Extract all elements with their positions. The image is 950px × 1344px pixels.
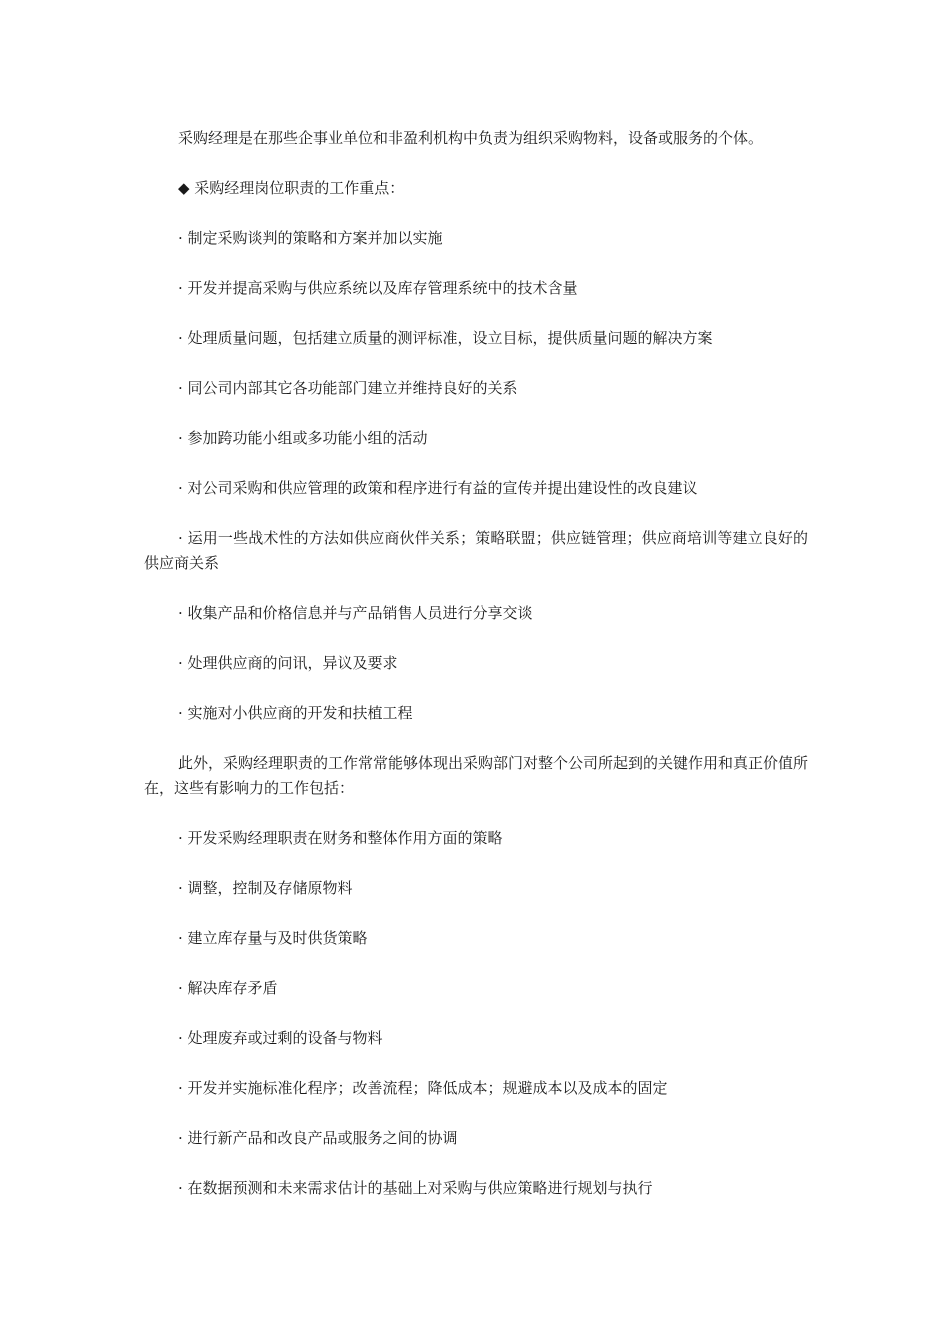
list-item: · 对公司采购和供应管理的政策和程序进行有益的宣传并提出建设性的改良建议 [178,479,698,497]
list-item: · 开发并实施标准化程序；改善流程；降低成本；规避成本以及成本的固定 [178,1079,668,1097]
list-item: · 建立库存量与及时供货策略 [178,929,368,947]
list-item: · 开发并提高采购与供应系统以及库存管理系统中的技术含量 [178,279,578,297]
list-item: · 参加跨功能小组或多功能小组的活动 [178,429,428,447]
list-item: · 处理质量问题，包括建立质量的测评标准，设立目标，提供质量问题的解决方案 [178,329,713,347]
list-item: · 运用一些战术性的方法如供应商伙伴关系；策略联盟；供应链管理；供应商培训等建立良好的供应商关系 [144,529,808,572]
section-heading-duties: ◆ 采购经理岗位职责的工作重点： [178,179,405,197]
list-item: · 调整，控制及存储原物料 [178,879,353,897]
list-item: · 进行新产品和改良产品或服务之间的协调 [178,1129,458,1147]
document-body [144,126,808,1201]
list-item: · 处理供应商的问讯，异议及要求 [178,654,398,672]
list-item: · 收集产品和价格信息并与产品销售人员进行分享交谈 [178,604,533,622]
list-item: · 解决库存矛盾 [178,979,278,997]
list-item: · 实施对小供应商的开发和扶植工程 [178,704,413,722]
list-item: · 同公司内部其它各功能部门建立并维持良好的关系 [178,379,518,397]
list-item: · 开发采购经理职责在财务和整体作用方面的策略 [178,829,503,847]
intro-paragraph: 采购经理是在那些企事业单位和非盈利机构中负责为组织采购物料，设备或服务的个体。 [178,129,764,147]
list-item: · 处理废弃或过剩的设备与物料 [178,1029,383,1047]
transition-paragraph: 此外，采购经理职责的工作常常能够体现出采购部门对整个公司所起到的关键作用和真正价值所在，这些有影响力的工作包括： [144,754,809,797]
list-item: · 制定采购谈判的策略和方案并加以实施 [178,229,443,247]
list-item: · 在数据预测和未来需求估计的基础上对采购与供应策略进行规划与执行 [178,1179,653,1197]
